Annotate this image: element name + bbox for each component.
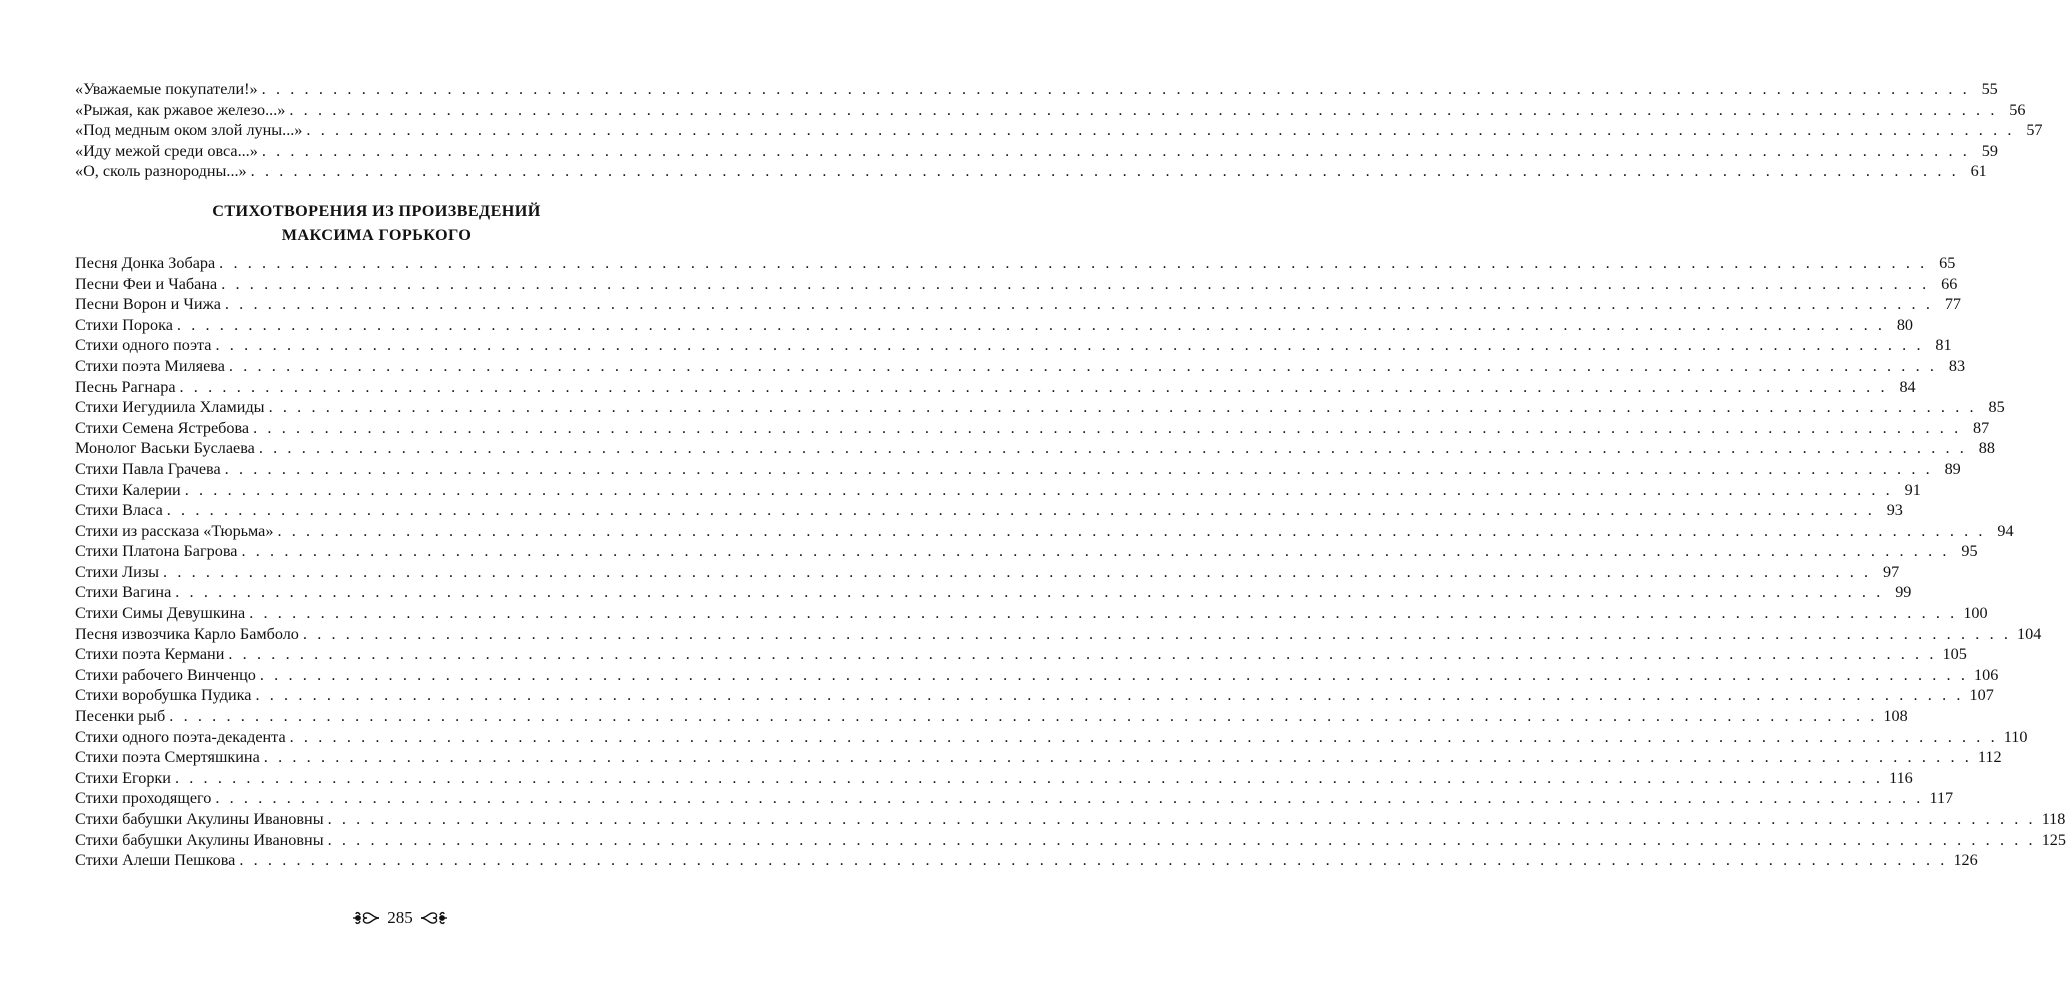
toc-leader-dots: . . . . . . . . . . . . . . . . . . . . . . . . . . . . . . . . . . . . . . . . . . . . . . . . . . . . . . . . . . . . . . . . . . . . . . . . . . . . . . . . . . . . . . . . . . . . . . . . . . . . . . . . . . . . . . . . . . . . . . . . [258,439,1967,458]
toc-entry [75,685,1994,706]
toc-entry-title: Стихи поэта Миляева [75,356,225,375]
toc-entry-title: Стихи Власа [75,501,163,520]
toc-leader-dots: . . . . . . . . . . . . . . . . . . . . . . . . . . . . . . . . . . . . . . . . . . . . . . . . . . . . . . . . . . . . . . . . . . . . . . . . . . . . . . . . . . . . . . . . . . . . . . . . . . . . . . . . . . . . . . . . . . . . . . . . [215,789,1924,808]
toc-entry [75,335,1952,356]
toc-entry-title: «О, сколь разнородны...» [75,162,247,181]
toc-entry-page: 87 [1973,418,1990,437]
toc-leader-dots: . . . . . . . . . . . . . . . . . . . . . . . . . . . . . . . . . . . . . . . . . . . . . . . . . . . . . . . . . . . . . . . . . . . . . . . . . . . . . . . . . . . . . . . . . . . . . . . . . . . . . . . . . . . . . . . . . . . . . . . . [277,521,1986,540]
toc-entry-page: 55 [1981,80,1998,98]
toc-entry-page: 85 [1988,398,2005,417]
toc-entry-page: 56 [2009,100,2026,119]
toc-entry [75,418,1990,439]
toc-leader-dots: . . . . . . . . . . . . . . . . . . . . . . . . . . . . . . . . . . . . . . . . . . . . . . . . . . . . . . . . . . . . . . . . . . . . . . . . . . . . . . . . . . . . . . . . . . . . . . . . . . . . . . . . . . . . . . . . . . . . . . . . [163,562,1872,581]
toc-leader-dots: . . . . . . . . . . . . . . . . . . . . . . . . . . . . . . . . . . . . . . . . . . . . . . . . . . . . . . . . . . . . . . . . . . . . . . . . . . . . . . . . . . . . . . . . . . . . . . . . . . . . . . . . . . . . . . . . . . . . . . . . [169,707,1878,726]
toc-entry-page: 65 [1939,253,1956,272]
toc-entry-title: Стихи рабочего Винченцо [75,665,256,684]
toc-entry [75,521,2014,542]
toc-entry-title: «Под медным оком злой луны...» [75,121,303,140]
toc-entry-title: Стихи Иегудиила Хламиды [75,398,265,417]
toc-leader-dots: . . . . . . . . . . . . . . . . . . . . . . . . . . . . . . . . . . . . . . . . . . . . . . . . . . . . . . . . . . . . . . . . . . . . . . . . . . . . . . . . . . . . . . . . . . . . . . . . . . . . . . . . . . . . . . . . . . . . . . . . [327,810,2036,828]
page-footer [0,908,800,928]
toc-entry-title: Песни Феи и Чабана [75,274,218,293]
toc-entry [75,161,1987,182]
toc-leader-dots: . . . . . . . . . . . . . . . . . . . . . . . . . . . . . . . . . . . . . . . . . . . . . . . . . . . . . . . . . . . . . . . . . . . . . . . . . . . . . . . . . . . . . . . . . . . . . . . . . . . . . . . . . . . . . . . . . . . . . . . . [261,80,1970,98]
toc-leader-dots: . . . . . . . . . . . . . . . . . . . . . . . . . . . . . . . . . . . . . . . . . . . . . . . . . . . . . . . . . . . . . . . . . . . . . . . . . . . . . . . . . . . . . . . . . . . . . . . . . . . . . . . . . . . . . . . . . . . . . . . . [224,459,1933,478]
toc-entry-title: Стихи бабушки Акулины Ивановны [75,810,324,828]
toc-entry-title: Стихи воробушка Пудика [75,686,252,705]
toc-entry [75,377,1916,398]
toc-entry [75,768,1913,789]
page-number: 285 [387,908,413,927]
toc-leader-dots: . . . . . . . . . . . . . . . . . . . . . . . . . . . . . . . . . . . . . . . . . . . . . . . . . . . . . . . . . . . . . . . . . . . . . . . . . . . . . . . . . . . . . . . . . . . . . . . . . . . . . . . . . . . . . . . . . . . . . . . . [175,583,1884,602]
toc-leader-dots: . . . . . . . . . . . . . . . . . . . . . . . . . . . . . . . . . . . . . . . . . . . . . . . . . . . . . . . . . . . . . . . . . . . . . . . . . . . . . . . . . . . . . . . . . . . . . . . . . . . . . . . . . . . . . . . . . . . . . . . . [302,624,2012,643]
toc-leader-dots: . . . . . . . . . . . . . . . . . . . . . . . . . . . . . . . . . . . . . . . . . . . . . . . . . . . . . . . . . . . . . . . . . . . . . . . . . . . . . . . . . . . . . . . . . . . . . . . . . . . . . . . . . . . . . . . . . . . . . . . . [215,336,1924,355]
toc-entry [75,141,1998,162]
toc-leader-dots: . . . . . . . . . . . . . . . . . . . . . . . . . . . . . . . . . . . . . . . . . . . . . . . . . . . . . . . . . . . . . . . . . . . . . . . . . . . . . . . . . . . . . . . . . . . . . . . . . . . . . . . . . . . . . . . . . . . . . . . . [268,398,1977,417]
toc-list-section [75,253,2066,871]
toc-entry-title: Стихи Порока [75,315,173,334]
toc-entry-page: 107 [1969,686,1994,705]
toc-entry [75,603,1988,624]
toc-leader-dots: . . . . . . . . . . . . . . . . . . . . . . . . . . . . . . . . . . . . . . . . . . . . . . . . . . . . . . . . . . . . . . . . . . . . . . . . . . . . . . . . . . . . . . . . . . . . . . . . . . . . . . . . . . . . . . . . . . . . . . . . [224,295,1933,314]
toc-entry [75,397,2005,418]
toc-entry [75,500,1903,521]
toc-entry-title: Стихи Платона Багрова [75,542,238,561]
toc-entry-page: 81 [1935,336,1952,355]
toc-entry-page: 95 [1961,542,1978,561]
toc-leader-dots: . . . . . . . . . . . . . . . . . . . . . . . . . . . . . . . . . . . . . . . . . . . . . . . . . . . . . . . . . . . . . . . . . . . . . . . . . . . . . . . . . . . . . . . . . . . . . . . . . . . . . . . . . . . . . . . . . . . . . . . . [306,121,2015,140]
toc-entry-page: 99 [1895,583,1912,602]
toc-entry-page: 84 [1899,377,1916,396]
toc-entry-title: Стихи Лизы [75,562,160,581]
toc-leader-dots: . . . . . . . . . . . . . . . . . . . . . . . . . . . . . . . . . . . . . . . . . . . . . . . . . . . . . . . . . . . . . . . . . . . . . . . . . . . . . . . . . . . . . . . . . . . . . . . . . . . . . . . . . . . . . . . . . . . . . . . . [327,830,2036,849]
toc-entry-page: 91 [1904,480,1921,499]
toc-entry-page: 100 [1963,604,1988,623]
toc-entry-page: 77 [1944,295,1961,314]
toc-entry-page: 104 [2017,624,2042,643]
toc-leader-dots: . . . . . . . . . . . . . . . . . . . . . . . . . . . . . . . . . . . . . . . . . . . . . . . . . . . . . . . . . . . . . . . . . . . . . . . . . . . . . . . . . . . . . . . . . . . . . . . . . . . . . . . . . . . . . . . . . . . . . . . . [263,748,1972,767]
toc-entry [75,120,2043,141]
toc-entry [75,480,1921,501]
toc-entry-title: Стихи одного поэта-декадента [75,727,286,746]
toc-entry [75,747,2002,768]
toc-leader-dots: . . . . . . . . . . . . . . . . . . . . . . . . . . . . . . . . . . . . . . . . . . . . . . . . . . . . . . . . . . . . . . . . . . . . . . . . . . . . . . . . . . . . . . . . . . . . . . . . . . . . . . . . . . . . . . . . . . . . . . . . [249,604,1958,623]
toc-entry-page: 93 [1886,501,1903,520]
toc-entry-title: Стихи одного поэта [75,336,212,355]
toc-entry [75,541,1978,562]
toc-leader-dots: . . . . . . . . . . . . . . . . . . . . . . . . . . . . . . . . . . . . . . . . . . . . . . . . . . . . . . . . . . . . . . . . . . . . . . . . . . . . . . . . . . . . . . . . . . . . . . . . . . . . . . . . . . . . . . . . . . . . . . . . [179,377,1888,396]
toc-entry-title: Стихи Симы Девушкина [75,604,246,623]
toc-entry [75,459,1961,480]
toc-entry-page: 89 [1944,459,1961,478]
toc-entry [75,100,2026,121]
toc-entry-page: 125 [2041,830,2066,849]
toc-entry [75,850,1978,871]
fleuron-left-icon [351,909,381,927]
toc-entry-page: 66 [1941,274,1958,293]
toc-entry-title: Стихи проходящего [75,789,212,808]
toc-entry [75,582,1912,603]
toc-entry-page: 88 [1978,439,1995,458]
toc-entry-title: Песнь Рагнара [75,377,176,396]
toc-entry-title: Песни Ворон и Чижа [75,295,221,314]
toc-entry-page: 116 [1889,768,1913,787]
toc-leader-dots: . . . . . . . . . . . . . . . . . . . . . . . . . . . . . . . . . . . . . . . . . . . . . . . . . . . . . . . . . . . . . . . . . . . . . . . . . . . . . . . . . . . . . . . . . . . . . . . . . . . . . . . . . . . . . . . . . . . . . . . . [228,356,1938,375]
toc-entry-title: Песня извозчика Карло Бамболо [75,624,299,643]
toc-entry-title: Песня Донка Зобара [75,253,216,272]
toc-leader-dots: . . . . . . . . . . . . . . . . . . . . . . . . . . . . . . . . . . . . . . . . . . . . . . . . . . . . . . . . . . . . . . . . . . . . . . . . . . . . . . . . . . . . . . . . . . . . . . . . . . . . . . . . . . . . . . . . . . . . . . . . [241,542,1950,561]
toc-list-top [75,79,2043,182]
toc-page [75,79,2066,871]
toc-entry [75,665,1999,686]
toc-entry-page: 94 [1997,521,2014,540]
toc-entry [75,809,2066,830]
toc-entry-title: Стихи Егорки [75,768,171,787]
toc-entry [75,562,1900,583]
toc-entry-title: Стихи из рассказа «Тюрьма» [75,521,274,540]
toc-leader-dots: . . . . . . . . . . . . . . . . . . . . . . . . . . . . . . . . . . . . . . . . . . . . . . . . . . . . . . . . . . . . . . . . . . . . . . . . . . . . . . . . . . . . . . . . . . . . . . . . . . . . . . . . . . . . . . . . . . . . . . . . [184,480,1893,499]
toc-leader-dots: . . . . . . . . . . . . . . . . . . . . . . . . . . . . . . . . . . . . . . . . . . . . . . . . . . . . . . . . . . . . . . . . . . . . . . . . . . . . . . . . . . . . . . . . . . . . . . . . . . . . . . . . . . . . . . . . . . . . . . . . [228,645,1937,664]
toc-entry-page: 105 [1942,645,1967,664]
toc-leader-dots: . . . . . . . . . . . . . . . . . . . . . . . . . . . . . . . . . . . . . . . . . . . . . . . . . . . . . . . . . . . . . . . . . . . . . . . . . . . . . . . . . . . . . . . . . . . . . . . . . . . . . . . . . . . . . . . . . . . . . . . . [255,686,1964,705]
toc-leader-dots: . . . . . . . . . . . . . . . . . . . . . . . . . . . . . . . . . . . . . . . . . . . . . . . . . . . . . . . . . . . . . . . . . . . . . . . . . . . . . . . . . . . . . . . . . . . . . . . . . . . . . . . . . . . . . . . . . . . . . . . . [221,274,1930,293]
section-heading [75,199,678,247]
toc-leader-dots: . . . . . . . . . . . . . . . . . . . . . . . . . . . . . . . . . . . . . . . . . . . . . . . . . . . . . . . . . . . . . . . . . . . . . . . . . . . . . . . . . . . . . . . . . . . . . . . . . . . . . . . . . . . . . . . . . . . . . . . . [253,418,1962,437]
toc-entry-title: Стихи бабушки Акулины Ивановны [75,830,324,849]
toc-entry [75,294,1961,315]
section-heading-line-2: МАКСИМА ГОРЬКОГО [281,225,472,244]
toc-leader-dots: . . . . . . . . . . . . . . . . . . . . . . . . . . . . . . . . . . . . . . . . . . . . . . . . . . . . . . . . . . . . . . . . . . . . . . . . . . . . . . . . . . . . . . . . . . . . . . . . . . . . . . . . . . . . . . . . . . . . . . . . [219,253,1928,272]
toc-leader-dots: . . . . . . . . . . . . . . . . . . . . . . . . . . . . . . . . . . . . . . . . . . . . . . . . . . . . . . . . . . . . . . . . . . . . . . . . . . . . . . . . . . . . . . . . . . . . . . . . . . . . . . . . . . . . . . . . . . . . . . . . [289,727,1998,746]
toc-entry-page: 61 [1970,162,1987,181]
toc-entry-title: Стихи Вагина [75,583,172,602]
toc-entry [75,253,1956,274]
toc-leader-dots: . . . . . . . . . . . . . . . . . . . . . . . . . . . . . . . . . . . . . . . . . . . . . . . . . . . . . . . . . . . . . . . . . . . . . . . . . . . . . . . . . . . . . . . . . . . . . . . . . . . . . . . . . . . . . . . . . . . . . . . . [166,501,1875,520]
toc-entry-title: «Рыжая, как ржавое железо...» [75,100,286,119]
toc-entry [75,624,2042,645]
toc-entry [75,830,2066,851]
toc-leader-dots: . . . . . . . . . . . . . . . . . . . . . . . . . . . . . . . . . . . . . . . . . . . . . . . . . . . . . . . . . . . . . . . . . . . . . . . . . . . . . . . . . . . . . . . . . . . . . . . . . . . . . . . . . . . . . . . . . . . . . . . . [289,100,1998,119]
toc-entry-page: 80 [1896,315,1914,334]
toc-entry-page: 117 [1929,789,1954,808]
toc-entry [75,315,1914,336]
toc-leader-dots: . . . . . . . . . . . . . . . . . . . . . . . . . . . . . . . . . . . . . . . . . . . . . . . . . . . . . . . . . . . . . . . . . . . . . . . . . . . . . . . . . . . . . . . . . . . . . . . . . . . . . . . . . . . . . . . . . . . . . . . . [259,665,1968,684]
toc-entry [75,788,1954,809]
toc-leader-dots: . . . . . . . . . . . . . . . . . . . . . . . . . . . . . . . . . . . . . . . . . . . . . . . . . . . . . . . . . . . . . . . . . . . . . . . . . . . . . . . . . . . . . . . . . . . . . . . . . . . . . . . . . . . . . . . . . . . . . . . . [261,141,1970,160]
toc-leader-dots: . . . . . . . . . . . . . . . . . . . . . . . . . . . . . . . . . . . . . . . . . . . . . . . . . . . . . . . . . . . . . . . . . . . . . . . . . . . . . . . . . . . . . . . . . . . . . . . . . . . . . . . . . . . . . . . . . . . . . . . . [176,315,1886,334]
toc-entry-title: Стихи Павла Грачева [75,459,221,478]
toc-entry-page: 118 [2041,810,2066,828]
toc-leader-dots: . . . . . . . . . . . . . . . . . . . . . . . . . . . . . . . . . . . . . . . . . . . . . . . . . . . . . . . . . . . . . . . . . . . . . . . . . . . . . . . . . . . . . . . . . . . . . . . . . . . . . . . . . . . . . . . . . . . . . . . . [174,768,1884,787]
toc-entry-title: Стихи поэта Смертяшкина [75,748,260,767]
toc-entry-page: 126 [1953,851,1978,870]
toc-entry [75,356,1966,377]
toc-entry-page: 108 [1883,707,1908,726]
toc-entry [75,274,1958,295]
toc-leader-dots: . . . . . . . . . . . . . . . . . . . . . . . . . . . . . . . . . . . . . . . . . . . . . . . . . . . . . . . . . . . . . . . . . . . . . . . . . . . . . . . . . . . . . . . . . . . . . . . . . . . . . . . . . . . . . . . . . . . . . . . . [239,851,1948,870]
toc-entry-title: «Иду межой среди овса...» [75,141,258,160]
toc-entry-page: 106 [1974,665,1999,684]
toc-entry-title: Стихи Калерии [75,480,181,499]
toc-entry-page: 59 [1981,141,1998,160]
toc-entry-page: 110 [2003,727,2028,746]
toc-entry-title: «Уважаемые покупатели!» [75,80,258,98]
toc-entry [75,79,1998,100]
toc-entry-title: Стихи поэта Кермани [75,645,225,664]
toc-entry-title: Стихи Алеши Пешкова [75,851,236,870]
section-heading-line-1: СТИХОТВОРЕНИЯ ИЗ ПРОИЗВЕДЕНИЙ [212,201,541,220]
toc-entry [75,706,1908,727]
toc-entry-title: Песенки рыб [75,707,166,726]
toc-entry-title: Стихи Семена Ястребова [75,418,250,437]
toc-entry-page: 97 [1882,562,1900,581]
toc-entry-page: 112 [1977,748,2002,767]
toc-leader-dots: . . . . . . . . . . . . . . . . . . . . . . . . . . . . . . . . . . . . . . . . . . . . . . . . . . . . . . . . . . . . . . . . . . . . . . . . . . . . . . . . . . . . . . . . . . . . . . . . . . . . . . . . . . . . . . . . . . . . . . . . [250,162,1959,181]
toc-entry-page: 57 [2026,121,2043,140]
toc-entry [75,438,1995,459]
toc-entry [75,644,1967,665]
toc-entry-page: 83 [1948,356,1966,375]
toc-entry-title: Монолог Васьки Буслаева [75,439,255,458]
fleuron-right-icon [419,909,449,927]
toc-entry [75,727,2028,748]
